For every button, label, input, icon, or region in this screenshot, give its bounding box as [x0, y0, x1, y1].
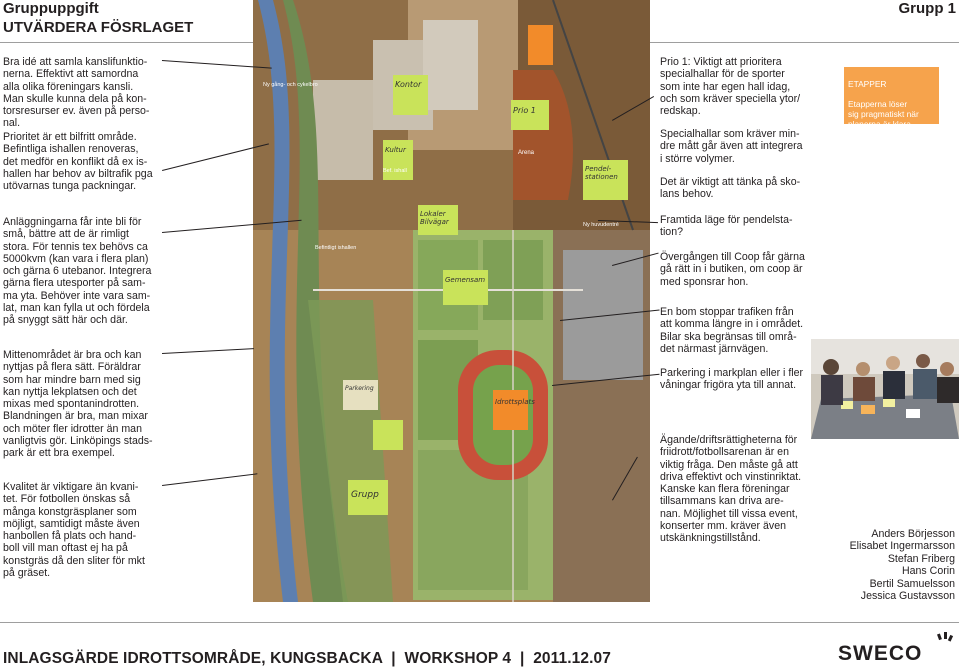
participant-name: Jessica Gustavsson [860, 590, 955, 603]
workshop-photo [811, 339, 959, 439]
left-note-3: Anläggningarna får inte bli för små, bättre att de är rimligt stora. För tennis tex behövs ca 5000kvm (kan vara i flera plan) och gärna 6 utebanor. Integrera gärna flera utesporter på sam- ma yta. Behöver inte vara sam- lat, man kan fylla ut och fördela på snyggt sätt här och där. [3, 216, 152, 327]
left-note-1: Bra idé att samla kanslifunktio- nerna. Effektivt att samordna alla olika föreningars kansli. Man skulle kunna dela på kon- torsresurser ev. även på perso- nal. [3, 56, 150, 130]
right-note-4: Framtida läge för pendelsta- tion? [660, 214, 793, 239]
connector-4 [162, 348, 254, 354]
right-note-7: Parkering i markplan eller i fler våningar frigöra yta till annat. [660, 367, 804, 392]
etapper-box [844, 67, 939, 129]
postit-top [528, 25, 553, 65]
etapper-label: ETAPPER [848, 79, 887, 89]
site-plan-drawing [253, 0, 650, 602]
connector-5 [162, 473, 257, 486]
right-note-8: Ägande/driftsrättigheterna för friidrott/fotbollsarenan är en viktig fråga. Den måste gå att driva effektivt och vinstinriktat. Kanske kan flera föreningar tillsammans kan driva are- nan. Möjlighet till vissa event, konserter mm. kräver även utskänkningstillstånd. [660, 434, 802, 545]
participant-name: Bertil Samuelsson [869, 577, 955, 590]
right-note-5: Övergången till Coop får gärna gå rätt in i butiken, om coop är med sponsrar hon. [660, 251, 805, 288]
postit-text-gemensam: Gemensam [445, 276, 486, 284]
right-note-2: Specialhallar som kräver min- dre mått går även att integrera i större volymer. [660, 128, 803, 165]
postit-orange [493, 390, 535, 430]
sweco-logo [836, 632, 956, 666]
postit-text-prio: Prio 1 [513, 106, 536, 115]
etapper-text: Etapperna löser sig pragmatiskt när planerna är klara. [848, 99, 919, 129]
map-label-entre: Ny huvudentré [583, 222, 619, 228]
participant-name: Stefan Friberg [887, 552, 955, 565]
left-note-4: Mittenområdet är bra och kan nyttjas på flera sätt. Föräldrar som har mindre barn med sig kan nyttja lekplatsen och det mixas med spontanindrotten. Blandningen är bra, man mixar och möter fler idrotter än man vanligtvis gör. Linköpings stads- park är ett bra exempel. [3, 349, 153, 460]
right-note-3: Det är viktigt att tänka på sko- lans behov. [660, 176, 801, 201]
page-subtitle: UTVÄRDERA FÖSRLAGET [3, 19, 194, 36]
postit-small [373, 420, 403, 450]
left-note-2: Prioritet är ett bilfritt område. Befintliga ishallen renoveras, det medför en konflikt då ex is- hallen har behov av biltrafik pga utövarnas tunga packningar. [3, 131, 153, 193]
page-title: Gruppuppgift [3, 0, 99, 17]
left-note-5: Kvalitet är viktigare än kvani- tet. För fotbollen önskas så många konstgräsplaner som möjligt, samtidigt måste även hanbollen få plats och hand- boll vill man oftast ej ha på konstgräs då den sliter för mkt på gräset. [3, 481, 145, 580]
postit-text-kultur: Kultur [385, 146, 406, 154]
map-label-befintligt: Befintligt ishallen [315, 245, 357, 251]
sweco-logo-text: SWECO [838, 642, 923, 665]
map-label-bro: Ny gång- och cykelbro [263, 82, 318, 88]
postit-prio [511, 100, 549, 130]
participant-name: Hans Corin [902, 565, 955, 578]
participant-name: Anders Börjesson [871, 528, 955, 540]
postit-text-grupp: Grupp [351, 490, 379, 500]
postit-text-pendel: Pendel-stationen [585, 165, 618, 181]
participant-name: Elisabet Ingermarsson [849, 540, 955, 553]
map-label-ishall: Bef. ishall [383, 168, 407, 174]
group-label: Grupp 1 [898, 0, 956, 17]
map-label-arena: Arena [518, 150, 535, 156]
participant-list [833, 528, 955, 602]
postit-text-kontor: Kontor [395, 80, 422, 89]
footer-title: INLAGSGÄRDE IDROTTSOMRÅDE, KUNGSBACKA | WORKSHOP 4 | 2011.12.07 [3, 650, 611, 667]
postit-text-idrott: Idrottsplats [495, 398, 535, 406]
postit-text-lokaler: Lokaler Bilvägar [420, 210, 449, 226]
workshop-photo-drawing [811, 339, 959, 439]
right-note-6: En bom stoppar trafiken från att komma längre in i området. Bilar ska begränsas till områ- det närmast järnvägen. [660, 306, 804, 355]
footer-divider [0, 622, 959, 623]
right-note-1: Prio 1: Viktigt att prioritera specialhallar för de sporter som inte har egen hall idag, och som kräver speciella ytor/ redskap. [660, 56, 801, 118]
site-plan-map [253, 0, 650, 602]
postit-text-parkering: Parkering [345, 385, 374, 392]
